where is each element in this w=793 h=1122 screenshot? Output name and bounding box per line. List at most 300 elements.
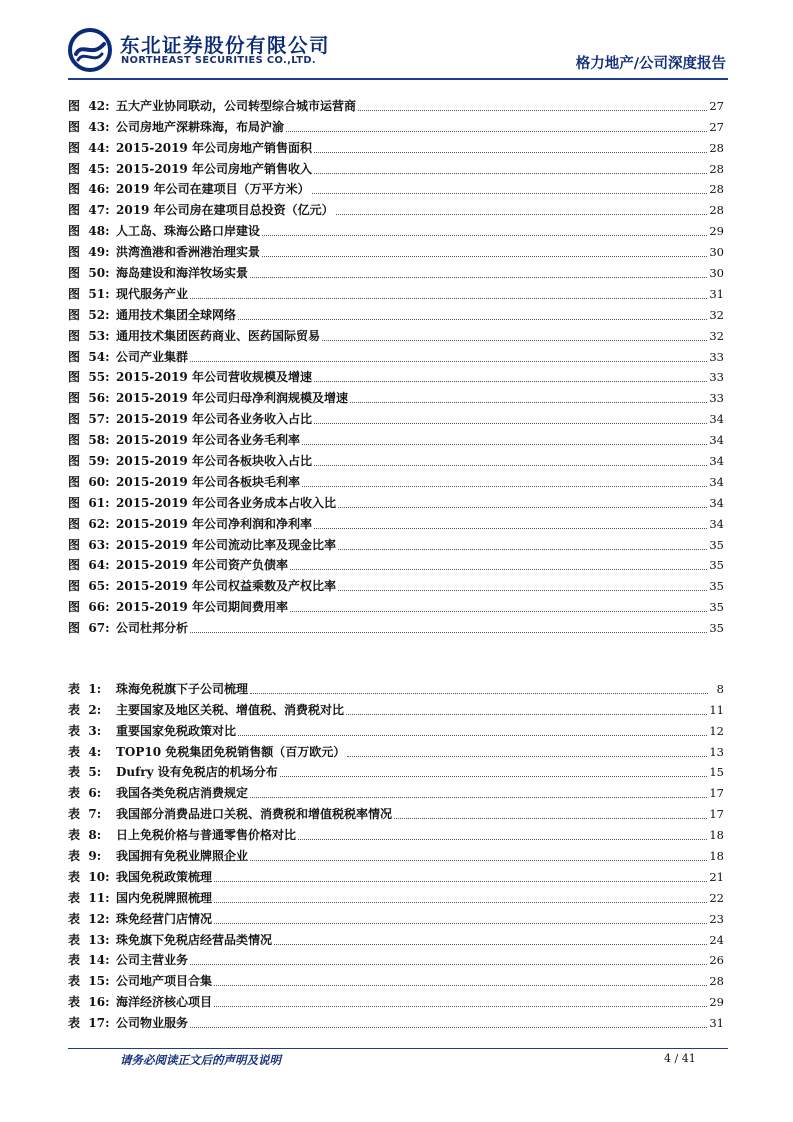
table-entry[interactable] <box>68 822 724 843</box>
entry-number: 13: <box>88 932 110 947</box>
entry-prefix <box>68 181 116 197</box>
entry-page-number: 17 <box>709 786 724 801</box>
entry-prefix <box>68 890 116 906</box>
figure-entry[interactable] <box>68 511 724 532</box>
entry-prefix <box>68 723 116 739</box>
dot-leader <box>358 109 707 111</box>
entry-label: 表 <box>68 807 81 822</box>
entry-prefix <box>68 702 116 718</box>
entry-number: 11: <box>88 890 110 905</box>
dot-leader <box>238 734 707 736</box>
entry-label: 图 <box>68 98 81 113</box>
table-entry[interactable] <box>68 927 724 948</box>
figure-entry[interactable] <box>68 93 724 114</box>
figure-entry[interactable] <box>68 573 724 594</box>
entry-title: 公司主营业务 <box>116 953 189 968</box>
entry-page-number: 30 <box>709 245 724 260</box>
entry-title: 2015-2019 年公司各板块毛利率 <box>116 474 300 489</box>
entry-prefix <box>68 474 116 490</box>
entry-label: 表 <box>68 744 81 759</box>
entry-title: 公司杜邦分析 <box>116 621 189 636</box>
figure-entry[interactable] <box>68 302 724 323</box>
entry-number: 1: <box>88 681 102 696</box>
entry-title: 现代服务产业 <box>116 286 189 301</box>
table-entry[interactable] <box>68 906 724 927</box>
entry-page-number: 27 <box>709 98 724 113</box>
dot-leader <box>346 713 707 715</box>
entry-number: 56: <box>88 391 110 406</box>
table-entry[interactable] <box>68 989 724 1010</box>
table-entry[interactable] <box>68 780 724 801</box>
entry-prefix <box>68 537 116 553</box>
entry-label: 表 <box>68 890 81 905</box>
entry-number: 64: <box>88 558 110 573</box>
dot-leader <box>314 380 707 382</box>
entry-number: 53: <box>88 328 110 343</box>
dot-leader <box>214 901 707 903</box>
entry-prefix <box>68 557 116 573</box>
entry-number: 42: <box>88 98 110 113</box>
entry-page-number: 17 <box>709 807 724 822</box>
entry-prefix <box>68 390 116 406</box>
entry-prefix <box>68 952 116 968</box>
entry-prefix <box>68 307 116 323</box>
figure-entry[interactable] <box>68 532 724 553</box>
entry-number: 67: <box>88 621 110 636</box>
company-name-en: NORTHEAST SECURITIES CO.,LTD. <box>121 55 317 66</box>
entry-number: 4: <box>88 744 102 759</box>
figure-entry[interactable] <box>68 469 724 490</box>
entry-page-number: 28 <box>709 974 724 989</box>
entry-prefix <box>68 848 116 864</box>
dot-leader <box>214 922 707 924</box>
entry-label: 图 <box>68 621 81 636</box>
entry-label: 图 <box>68 203 81 218</box>
entry-number: 12: <box>88 911 110 926</box>
table-entry[interactable] <box>68 718 724 739</box>
entry-page-number: 23 <box>709 911 724 926</box>
table-entry[interactable] <box>68 801 724 822</box>
entry-page-number: 33 <box>709 370 724 385</box>
entry-label: 表 <box>68 723 81 738</box>
entry-prefix <box>68 599 116 615</box>
entry-prefix <box>68 161 116 177</box>
figure-entry[interactable] <box>68 135 724 156</box>
entry-title: 海岛建设和海洋牧场实景 <box>116 266 249 281</box>
dot-leader <box>394 817 707 819</box>
entry-page-number: 24 <box>709 932 724 947</box>
entry-number: 57: <box>88 412 110 427</box>
entry-title: 我国拥有免税业牌照企业 <box>116 849 249 864</box>
dot-leader <box>338 548 707 550</box>
entry-prefix <box>68 994 116 1010</box>
entry-title: 人工岛、珠海公路口岸建设 <box>116 224 261 239</box>
dot-leader <box>322 339 707 341</box>
dot-leader <box>214 984 707 986</box>
entry-label: 图 <box>68 349 81 364</box>
entry-page-number: 32 <box>709 307 724 322</box>
entry-number: 55: <box>88 370 110 385</box>
entry-page-number: 34 <box>709 474 724 489</box>
entry-prefix <box>68 349 116 365</box>
entry-page-number: 26 <box>709 953 724 968</box>
dot-leader <box>314 422 707 424</box>
entry-page-number: 35 <box>709 537 724 552</box>
dot-leader <box>262 255 707 257</box>
dot-leader <box>302 485 707 487</box>
entry-number: 2: <box>88 702 102 717</box>
table-entry[interactable] <box>68 885 724 906</box>
entry-label: 表 <box>68 974 81 989</box>
entry-number: 48: <box>88 224 110 239</box>
entry-page-number: 28 <box>709 161 724 176</box>
footer-divider <box>68 1048 728 1049</box>
entry-title: TOP10 免税集团免税销售额（百万欧元） <box>116 744 346 759</box>
entry-title: 我国各类免税店消费规定 <box>116 786 249 801</box>
figure-entry[interactable] <box>68 448 724 469</box>
entry-label: 图 <box>68 537 81 552</box>
entry-prefix <box>68 869 116 885</box>
entry-prefix <box>68 369 116 385</box>
entry-number: 14: <box>88 953 110 968</box>
entry-page-number: 33 <box>709 349 724 364</box>
entry-title: 2015-2019 年公司各板块收入占比 <box>116 454 312 469</box>
entry-number: 65: <box>88 579 110 594</box>
entry-title: 五大产业协同联动，公司转型综合城市运营商 <box>116 98 357 113</box>
dot-leader <box>250 796 707 798</box>
entry-title: 公司产业集群 <box>116 349 189 364</box>
entry-page-number: 13 <box>709 744 724 759</box>
entry-number: 45: <box>88 161 110 176</box>
entry-title: 日上免税价格与普通零售价格对比 <box>116 828 297 843</box>
entry-number: 62: <box>88 516 110 531</box>
entry-label: 表 <box>68 681 81 696</box>
entry-prefix <box>68 244 116 260</box>
entry-title: 2015-2019 年公司各业务成本占收入比 <box>116 495 336 510</box>
entry-number: 59: <box>88 454 110 469</box>
figure-entry[interactable] <box>68 323 724 344</box>
figure-entry[interactable] <box>68 385 724 406</box>
entry-prefix <box>68 932 116 948</box>
entry-prefix <box>68 806 116 822</box>
entry-title: 2019 年公司在建项目（万平方米） <box>116 182 310 197</box>
company-logo-icon <box>68 28 112 72</box>
dot-leader <box>190 631 707 633</box>
entry-title: 2015-2019 年公司营收规模及增速 <box>116 370 312 385</box>
entry-label: 图 <box>68 391 81 406</box>
dot-leader <box>280 775 708 777</box>
figure-entry[interactable] <box>68 490 724 511</box>
figure-entry[interactable] <box>68 114 724 135</box>
entry-title: 公司房地产深耕珠海，布局沪渝 <box>116 119 285 134</box>
entry-number: 54: <box>88 349 110 364</box>
entry-title: 2015-2019 年公司各业务毛利率 <box>116 433 300 448</box>
entry-prefix <box>68 286 116 302</box>
entry-prefix <box>68 98 116 114</box>
dot-leader <box>314 151 707 153</box>
figure-entry[interactable] <box>68 427 724 448</box>
entry-number: 63: <box>88 537 110 552</box>
entry-number: 15: <box>88 974 110 989</box>
entry-page-number: 28 <box>709 182 724 197</box>
dot-leader <box>338 506 707 508</box>
entry-page-number: 33 <box>709 391 724 406</box>
entry-prefix <box>68 453 116 469</box>
entry-title: 2019 年公司房在建项目总投资（亿元） <box>116 203 334 218</box>
entry-label: 图 <box>68 433 81 448</box>
entry-prefix <box>68 432 116 448</box>
entry-prefix <box>68 495 116 511</box>
entry-label: 图 <box>68 328 81 343</box>
entry-page-number: 8 <box>716 681 724 696</box>
dot-leader <box>214 1005 707 1007</box>
entry-title: 2015-2019 年公司流动比率及现金比率 <box>116 537 336 552</box>
dot-leader <box>190 297 707 299</box>
figure-entry[interactable] <box>68 594 724 615</box>
table-entry[interactable] <box>68 697 724 718</box>
table-entry[interactable] <box>68 739 724 760</box>
entry-number: 44: <box>88 140 110 155</box>
entry-title: 国内免税牌照梳理 <box>116 890 213 905</box>
figure-entry[interactable] <box>68 156 724 177</box>
entry-prefix <box>68 681 116 697</box>
entry-number: 17: <box>88 1016 110 1031</box>
entry-page-number: 34 <box>709 433 724 448</box>
entry-prefix <box>68 140 116 156</box>
dot-leader <box>274 943 707 945</box>
entry-title: 公司物业服务 <box>116 1016 189 1031</box>
footer-disclaimer: 请务必阅读正文后的声明及说明 <box>120 1053 281 1067</box>
entry-title: 我国免税政策梳理 <box>116 869 213 884</box>
table-entry[interactable] <box>68 760 724 781</box>
entry-number: 7: <box>88 807 102 822</box>
figure-entry[interactable] <box>68 218 724 239</box>
dot-leader <box>190 963 707 965</box>
dot-leader <box>350 401 707 403</box>
entry-label: 表 <box>68 702 81 717</box>
entry-label: 表 <box>68 828 81 843</box>
entry-label: 图 <box>68 558 81 573</box>
dot-leader <box>302 443 707 445</box>
figure-entry[interactable] <box>68 239 724 260</box>
dot-leader <box>312 192 708 194</box>
entry-title: 海洋经济核心项目 <box>116 995 213 1010</box>
entry-label: 图 <box>68 516 81 531</box>
entry-prefix <box>68 516 116 532</box>
dot-leader <box>250 692 708 694</box>
entry-page-number: 29 <box>709 224 724 239</box>
dot-leader <box>338 589 707 591</box>
dot-leader <box>238 318 707 320</box>
entry-label: 图 <box>68 224 81 239</box>
entry-title: Dufry 设有免税店的机场分布 <box>116 765 278 780</box>
table-entry[interactable] <box>68 864 724 885</box>
entry-page-number: 32 <box>709 328 724 343</box>
dot-leader <box>250 859 707 861</box>
entry-label: 图 <box>68 412 81 427</box>
entry-prefix <box>68 744 116 760</box>
entry-prefix <box>68 202 116 218</box>
dot-leader <box>298 838 707 840</box>
entry-page-number: 18 <box>709 828 724 843</box>
figure-entry[interactable] <box>68 344 724 365</box>
entry-number: 50: <box>88 266 110 281</box>
entry-title: 珠海免税旗下子公司梳理 <box>116 681 249 696</box>
entry-title: 珠免旗下免税店经营品类情况 <box>116 932 273 947</box>
entry-number: 60: <box>88 474 110 489</box>
entry-page-number: 31 <box>709 1016 724 1031</box>
entry-label: 图 <box>68 370 81 385</box>
page-number: 4 / 41 <box>664 1052 696 1065</box>
dot-leader <box>336 213 708 215</box>
entry-prefix <box>68 620 116 636</box>
entry-prefix <box>68 827 116 843</box>
entry-number: 47: <box>88 203 110 218</box>
entry-page-number: 28 <box>709 203 724 218</box>
entry-label: 图 <box>68 245 81 260</box>
entry-number: 61: <box>88 495 110 510</box>
entry-number: 49: <box>88 245 110 260</box>
entry-page-number: 34 <box>709 412 724 427</box>
entry-page-number: 31 <box>709 286 724 301</box>
entry-number: 52: <box>88 307 110 322</box>
entry-page-number: 35 <box>709 621 724 636</box>
entry-title: 洪湾渔港和香洲港治理实景 <box>116 245 261 260</box>
page-header <box>68 28 728 76</box>
entry-title: 我国部分消费品进口关税、消费税和增值税税率情况 <box>116 807 393 822</box>
dot-leader <box>190 360 707 362</box>
entry-label: 表 <box>68 786 81 801</box>
entry-prefix <box>68 578 116 594</box>
entry-label: 图 <box>68 579 81 594</box>
entry-title: 2015-2019 年公司资产负债率 <box>116 558 288 573</box>
entry-label: 表 <box>68 1016 81 1031</box>
entry-number: 16: <box>88 995 110 1010</box>
entry-page-number: 27 <box>709 119 724 134</box>
table-entry[interactable] <box>68 843 724 864</box>
entry-page-number: 35 <box>709 579 724 594</box>
entry-number: 6: <box>88 786 102 801</box>
entry-page-number: 12 <box>709 723 724 738</box>
entry-title: 公司地产项目合集 <box>116 974 213 989</box>
entry-page-number: 34 <box>709 495 724 510</box>
entry-number: 66: <box>88 600 110 615</box>
entry-title: 2015-2019 年公司房地产销售收入 <box>116 161 312 176</box>
entry-number: 58: <box>88 433 110 448</box>
entry-number: 5: <box>88 765 102 780</box>
figure-entry[interactable] <box>68 553 724 574</box>
figure-entry[interactable] <box>68 177 724 198</box>
table-entry[interactable] <box>68 1010 724 1031</box>
entry-label: 图 <box>68 495 81 510</box>
entry-prefix <box>68 411 116 427</box>
dot-leader <box>314 464 707 466</box>
entry-page-number: 15 <box>709 765 724 780</box>
table-list <box>68 676 724 1031</box>
dot-leader <box>286 130 707 132</box>
dot-leader <box>262 234 707 236</box>
entry-number: 10: <box>88 869 110 884</box>
entry-label: 表 <box>68 932 81 947</box>
entry-label: 表 <box>68 849 81 864</box>
entry-label: 图 <box>68 454 81 469</box>
table-entry[interactable] <box>68 676 724 697</box>
entry-number: 8: <box>88 828 102 843</box>
entry-label: 图 <box>68 307 81 322</box>
entry-label: 表 <box>68 995 81 1010</box>
entry-label: 表 <box>68 869 81 884</box>
dot-leader <box>290 568 707 570</box>
entry-number: 3: <box>88 723 102 738</box>
entry-prefix <box>68 265 116 281</box>
entry-label: 图 <box>68 119 81 134</box>
entry-page-number: 11 <box>709 702 724 717</box>
dot-leader <box>214 880 707 882</box>
figure-entry[interactable] <box>68 260 724 281</box>
dot-leader <box>314 172 707 174</box>
entry-number: 9: <box>88 849 102 864</box>
entry-title: 通用技术集团全球网络 <box>116 307 237 322</box>
entry-title: 珠免经营门店情况 <box>116 911 213 926</box>
figure-entry[interactable] <box>68 197 724 218</box>
entry-page-number: 30 <box>709 266 724 281</box>
header-divider <box>68 78 728 80</box>
figure-entry[interactable] <box>68 615 724 636</box>
entry-prefix <box>68 911 116 927</box>
entry-label: 图 <box>68 161 81 176</box>
table-entry[interactable] <box>68 948 724 969</box>
entry-prefix <box>68 973 116 989</box>
entry-page-number: 34 <box>709 516 724 531</box>
entry-page-number: 35 <box>709 600 724 615</box>
table-entry[interactable] <box>68 968 724 989</box>
entry-page-number: 29 <box>709 995 724 1010</box>
figure-entry[interactable] <box>68 281 724 302</box>
entry-label: 表 <box>68 911 81 926</box>
entry-title: 重要国家免税政策对比 <box>116 723 237 738</box>
entry-prefix <box>68 328 116 344</box>
entry-label: 表 <box>68 765 81 780</box>
entry-title: 2015-2019 年公司归母净利润规模及增速 <box>116 391 348 406</box>
entry-label: 图 <box>68 600 81 615</box>
entry-page-number: 34 <box>709 454 724 469</box>
entry-title: 2015-2019 年公司各业务收入占比 <box>116 412 312 427</box>
entry-prefix <box>68 119 116 135</box>
entry-page-number: 18 <box>709 849 724 864</box>
company-name-cn: 东北证券股份有限公司 <box>120 34 331 57</box>
figure-entry[interactable] <box>68 365 724 386</box>
entry-number: 43: <box>88 119 110 134</box>
dot-leader <box>290 610 707 612</box>
entry-prefix <box>68 223 116 239</box>
entry-prefix <box>68 764 116 780</box>
dot-leader <box>314 527 707 529</box>
entry-label: 图 <box>68 474 81 489</box>
entry-page-number: 28 <box>709 140 724 155</box>
entry-title: 2015-2019 年公司净利润和净利率 <box>116 516 312 531</box>
entry-page-number: 35 <box>709 558 724 573</box>
entry-label: 图 <box>68 286 81 301</box>
entry-page-number: 22 <box>709 890 724 905</box>
entry-label: 图 <box>68 266 81 281</box>
dot-leader <box>347 755 707 757</box>
figure-entry[interactable] <box>68 406 724 427</box>
entry-label: 图 <box>68 182 81 197</box>
entry-title: 主要国家及地区关税、增值税、消费税对比 <box>116 702 345 717</box>
dot-leader <box>250 276 707 278</box>
entry-number: 51: <box>88 286 110 301</box>
figure-list <box>68 93 724 636</box>
